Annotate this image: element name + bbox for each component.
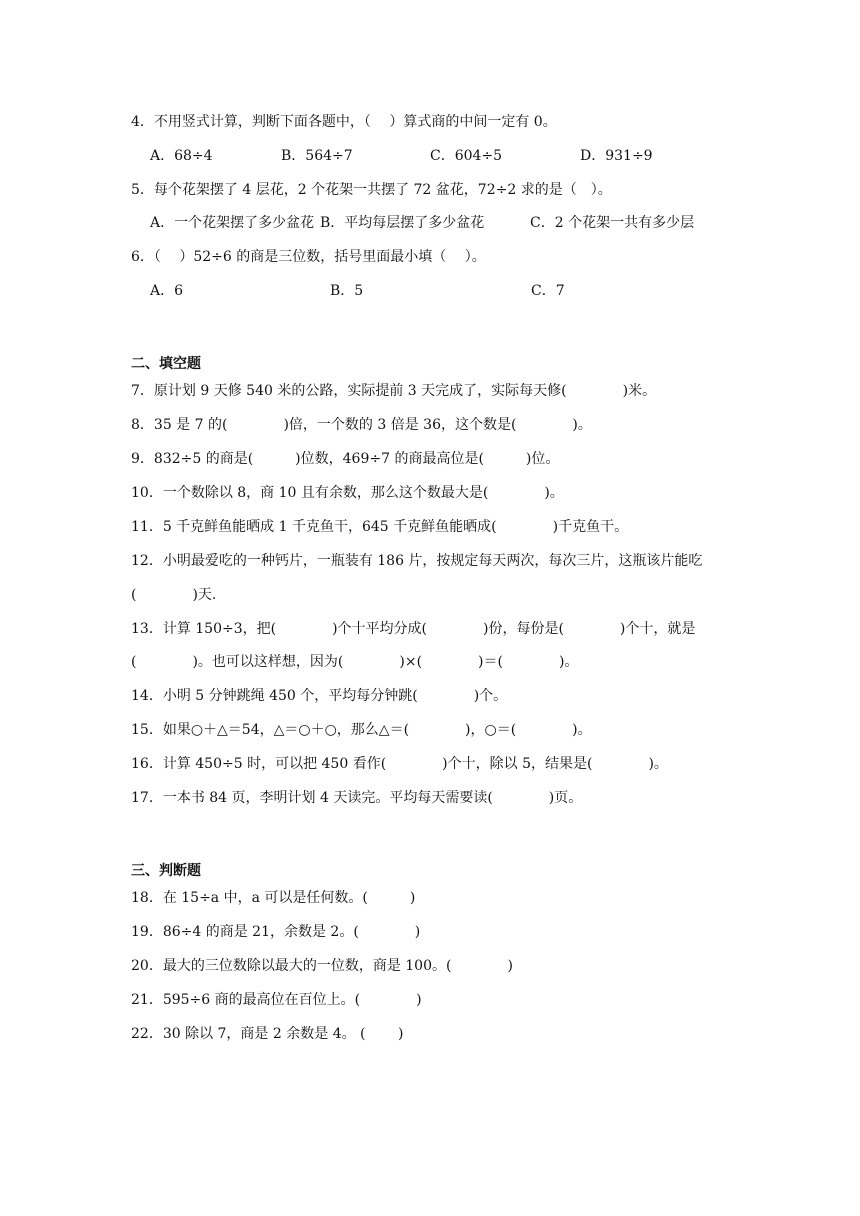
question-13-line-2: ( )。也可以这样想，因为( )×( )＝( )。: [131, 654, 579, 670]
question-17: 17．一本书 84 页，李明计划 4 天读完。平均每天需要读( )页。: [131, 790, 583, 806]
question-14: 14．小明 5 分钟跳绳 450 个，平均每分钟跳( )个。: [131, 688, 508, 704]
question-12-line-2: ( )天.: [131, 587, 217, 603]
q4-option-d: D．931÷9: [580, 148, 653, 164]
q4-option-a: A．68÷4: [150, 148, 213, 164]
question-10: 10．一个数除以 8，商 10 且有余数，那么这个数最大是( )。: [131, 485, 564, 501]
question-4: 4．不用竖式计算，判断下面各题中，（ ）算式商的中间一定有 0。: [131, 114, 557, 130]
question-15: 15．如果○＋△＝54，△＝○＋○，那么△＝( )，○＝( )。: [131, 722, 592, 738]
question-11: 11．5 千克鲜鱼能晒成 1 千克鱼干，645 千克鲜鱼能晒成( )千克鱼干。: [131, 519, 629, 535]
section-3-heading: 三、判断题: [131, 863, 201, 879]
section-2-heading: 二、填空题: [131, 356, 201, 372]
question-8: 8．35 是 7 的( )倍，一个数的 3 倍是 36，这个数是( )。: [131, 417, 592, 433]
question-7: 7．原计划 9 天修 540 米的公路，实际提前 3 天完成了，实际每天修( )米。: [131, 383, 657, 399]
q5-option-c: C．2 个花架一共有多少层: [530, 215, 695, 231]
question-13-line-1: 13．计算 150÷3，把( )个十平均分成( )份，每份是( )个十，就是: [131, 621, 696, 637]
q4-option-c: C．604÷5: [430, 148, 503, 164]
question-9: 9．832÷5 的商是( )位数，469÷7 的商最高位是( )位。: [131, 451, 560, 467]
q6-option-b: B．5: [330, 283, 364, 299]
question-21: 21．595÷6 商的最高位在百位上。( ): [131, 992, 422, 1008]
question-5: 5．每个花架摆了 4 层花，2 个花架一共摆了 72 盆花，72÷2 求的是（ ）。: [131, 182, 612, 198]
question-20: 20．最大的三位数除以最大的一位数，商是 100。( ): [131, 958, 513, 974]
q6-option-a: A．6: [150, 283, 184, 299]
question-22: 22．30 除以 7，商是 2 余数是 4。 ( ): [131, 1026, 404, 1042]
q4-option-b: B．564÷7: [281, 148, 353, 164]
question-19: 19．86÷4 的商是 21，余数是 2。( ): [131, 924, 421, 940]
q6-option-c: C．7: [531, 283, 565, 299]
question-16: 16．计算 450÷5 时，可以把 450 看作( )个十，除以 5，结果是( )。: [131, 756, 668, 772]
question-18: 18．在 15÷a 中，a 可以是任何数。( ): [131, 890, 416, 906]
question-12-line-1: 12．小明最爱吃的一种钙片，一瓶装有 186 片，按规定每天两次，每次三片，这瓶该片能吃: [131, 553, 703, 569]
q5-option-b: B．平均每层摆了多少盆花: [320, 215, 485, 231]
question-6: 6．（ ）52÷6 的商是三位数，括号里面最小填（ ）。: [131, 249, 486, 265]
q5-option-a: A．一个花架摆了多少盆花: [150, 215, 315, 231]
